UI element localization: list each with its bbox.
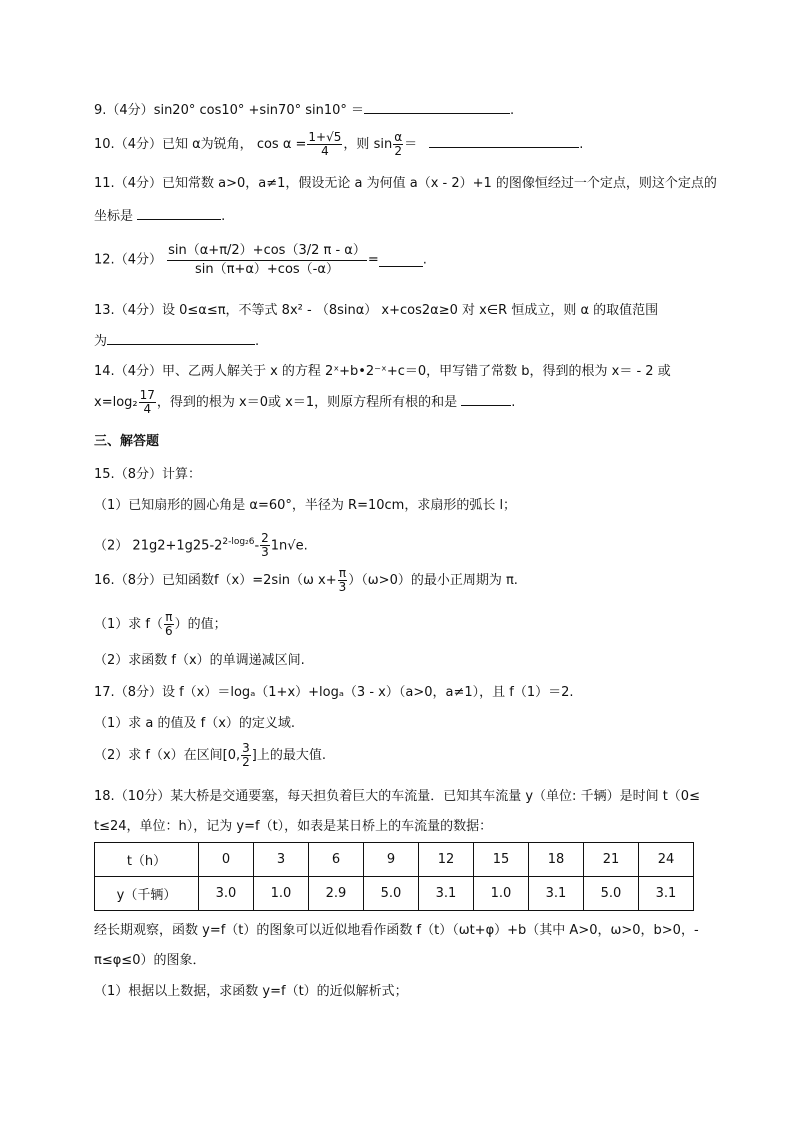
q13-period: . (255, 334, 260, 349)
q12-equals: = (367, 252, 379, 268)
q17-text: 设 f（x）＝logₐ（1+x）+logₐ（3 - x）（a>0，a≠1），且 f（1）＝2. (161, 685, 574, 700)
table-cell: y（千辆） (95, 877, 199, 911)
q18-part1: （1）根据以上数据，求函数 y=f（t）的近似解析式； (94, 984, 408, 999)
question-18 (94, 788, 700, 806)
q14-line1: 甲、乙两人解关于 x 的方程 2ˣ+b•2⁻ˣ+c＝0，甲写错了常数 b，得到的根为 x＝ - 2 或 (161, 364, 671, 379)
q15-exponent: 2-log₂6 (222, 537, 255, 547)
q11-line2: 坐标是 (94, 209, 134, 224)
q15-part1: （1）已知扇形的圆心角是 α=60°，半径为 R=10cm，求扇形的弧长 l； (94, 498, 517, 513)
q16-part1-fraction: $\frac{\pi}{6}$ (165, 610, 173, 638)
question-17 (94, 684, 574, 702)
q10-number: 10. (94, 137, 115, 152)
q17-number: 17. (94, 685, 115, 700)
q13-points: （4分） (114, 303, 162, 318)
q12-denominator: sin（π+α）+cos（-α） (195, 262, 339, 277)
q16-fraction: $\frac{\pi}{3}$ (338, 566, 347, 594)
q15-title: 计算： (161, 467, 201, 482)
q10-sin: sin (373, 137, 393, 152)
table-cell: 9 (364, 843, 419, 877)
q16-text: 已知函数 (161, 573, 214, 588)
q16-part1 (94, 610, 227, 640)
table-cell: t（h） (95, 843, 199, 877)
table-cell: 1.0 (254, 877, 309, 911)
q16-points: （8分） (114, 573, 162, 588)
q13-line1: 设 0≤α≤π，不等式 8x² - （8sinα） x+cos2α≥0 对 x∈R 恒成立，则 α 的取值范围 (161, 303, 659, 318)
table-cell: 21 (584, 843, 639, 877)
table-row (95, 877, 694, 911)
q18-line4: π≤φ≤0）的图象． (94, 953, 206, 968)
question-10 (94, 130, 583, 160)
table-cell: 24 (639, 843, 694, 877)
q17-part2 (94, 741, 326, 771)
question-13 (94, 302, 658, 320)
q17-points: （8分） (114, 685, 162, 700)
traffic-table (94, 842, 694, 911)
q16-text2: ）（ω>0）的最小正周期为 π. (348, 573, 518, 588)
q16-part1-f: f（ (145, 617, 163, 632)
q14-line2: ，得到的根为 x＝0或 x＝1，则原方程所有根的和是 (156, 395, 458, 410)
q10-points: （4分） (114, 137, 162, 152)
table-cell: 5.0 (584, 877, 639, 911)
question-14 (94, 363, 671, 381)
section-heading: 三、解答题 (94, 434, 160, 449)
table-cell: 3.1 (529, 877, 584, 911)
q16-function: f（x）=2sin（ω x+ (213, 573, 337, 588)
table-cell: 18 (529, 843, 584, 877)
q11-line1: 已知常数 a>0，a≠1，假设无论 a 为何值 a（x - 2）+1 的图像恒经过一个定点，则这个定点的 (161, 176, 717, 191)
q13-line2: 为 (94, 334, 108, 349)
q14-period: . (511, 395, 516, 410)
q9-expression: sin20° cos10° +sin70° sin10° ＝ (153, 103, 365, 118)
q16-part2: （2）求函数 f（x）的单调递减区间. (94, 653, 305, 668)
q9-number: 9. (94, 103, 107, 118)
q13-answer-blank[interactable] (107, 332, 255, 345)
table-cell: 3.0 (199, 877, 254, 911)
q18-number: 18. (94, 789, 115, 804)
q12-number: 12. (94, 252, 115, 268)
q12-numerator: sin（α+π/2）+cos（3/2 π - α） (167, 242, 367, 261)
q15-fraction: $\frac{2}{3}$ (261, 531, 269, 560)
q18-line3: 经长期观察，函数 y=f（t）的图象可以近似地看作函数 f（t）（ωt+φ）+b（其中 A>0，ω>0，b>0，- (94, 923, 699, 938)
q15-ln: 1n√e (270, 538, 304, 554)
q13-number: 13. (94, 303, 115, 318)
q12-points: （4分） (114, 252, 162, 268)
q10-fraction: $\frac{1+√5}{4}$ (308, 130, 342, 158)
q11-points: （4分） (114, 176, 162, 191)
table-cell: 15 (474, 843, 529, 877)
table-cell: 5.0 (364, 877, 419, 911)
q12-fraction (167, 242, 367, 279)
q16-part1-label: （1）求 (94, 617, 142, 632)
q15-part2 (94, 527, 308, 561)
q14-fraction: $\frac{17}{4}$ (139, 388, 155, 416)
q15-part2-label: （2） (94, 538, 129, 554)
table-cell: 1.0 (474, 877, 529, 911)
q10-then: ，则 (343, 137, 370, 152)
table-cell: 3.1 (639, 877, 694, 911)
table-row (95, 843, 694, 877)
q9-answer-blank[interactable] (364, 101, 510, 114)
q17-part2-text2: ]上的最大值. (251, 748, 327, 763)
q10-cos: cos α = (256, 137, 307, 152)
q17-part2-text: （2）求 f（x）在区间[0, (94, 748, 241, 763)
question-11-line2 (94, 207, 225, 226)
question-12 (94, 242, 427, 279)
q18-line2: t≤24，单位：h），记为 y=f（t），如表是某日桥上的车流量的数据： (94, 819, 493, 834)
q15-period: . (303, 538, 308, 554)
table-cell: 3.1 (419, 877, 474, 911)
q16-part1-text: ）的值； (174, 617, 227, 632)
q11-period: . (221, 209, 226, 224)
table-cell: 3 (254, 843, 309, 877)
q18-points: （10分） (114, 789, 171, 804)
question-16 (94, 566, 518, 596)
q17-fraction: $\frac{3}{2}$ (242, 741, 250, 769)
q10-text: 已知 α为锐角， (161, 137, 253, 152)
q10-answer-blank[interactable] (429, 135, 579, 148)
q10-period: . (579, 137, 584, 152)
q18-line1: 某大桥是交通要塞，每天担负着巨大的车流量．已知其车流量 y（单位: 千辆）是时间 t（0≤ (170, 789, 700, 804)
q12-answer-blank[interactable] (379, 254, 423, 267)
table-cell: 12 (419, 843, 474, 877)
q9-points: （4分） (106, 103, 154, 118)
question-11 (94, 175, 717, 193)
q12-period: . (422, 252, 427, 268)
table-cell: 2.9 (309, 877, 364, 911)
question-15 (94, 466, 201, 484)
q17-part1: （1）求 a 的值及 f（x）的定义域. (94, 716, 296, 731)
q10-equals: ＝ (404, 137, 418, 152)
q15-minus: - (254, 538, 260, 554)
q11-answer-blank[interactable] (137, 207, 221, 220)
q15-part2-expr: 21g2+1g25-2 (132, 538, 223, 554)
question-9 (94, 101, 514, 120)
q14-log: x=log₂ (94, 395, 138, 410)
q10-half-alpha: $\frac{\alpha}{2}$ (394, 130, 403, 158)
q14-answer-blank[interactable] (461, 393, 511, 406)
question-13-line2 (94, 332, 259, 351)
q15-number: 15. (94, 467, 115, 482)
q14-points: （4分） (114, 364, 162, 379)
question-14-line2 (94, 388, 515, 418)
q14-number: 14. (94, 364, 115, 379)
q16-number: 16. (94, 573, 115, 588)
q11-number: 11. (94, 176, 115, 191)
table-cell: 0 (199, 843, 254, 877)
table-cell: 6 (309, 843, 364, 877)
q9-period: . (510, 103, 515, 118)
q15-points: （8分） (114, 467, 162, 482)
